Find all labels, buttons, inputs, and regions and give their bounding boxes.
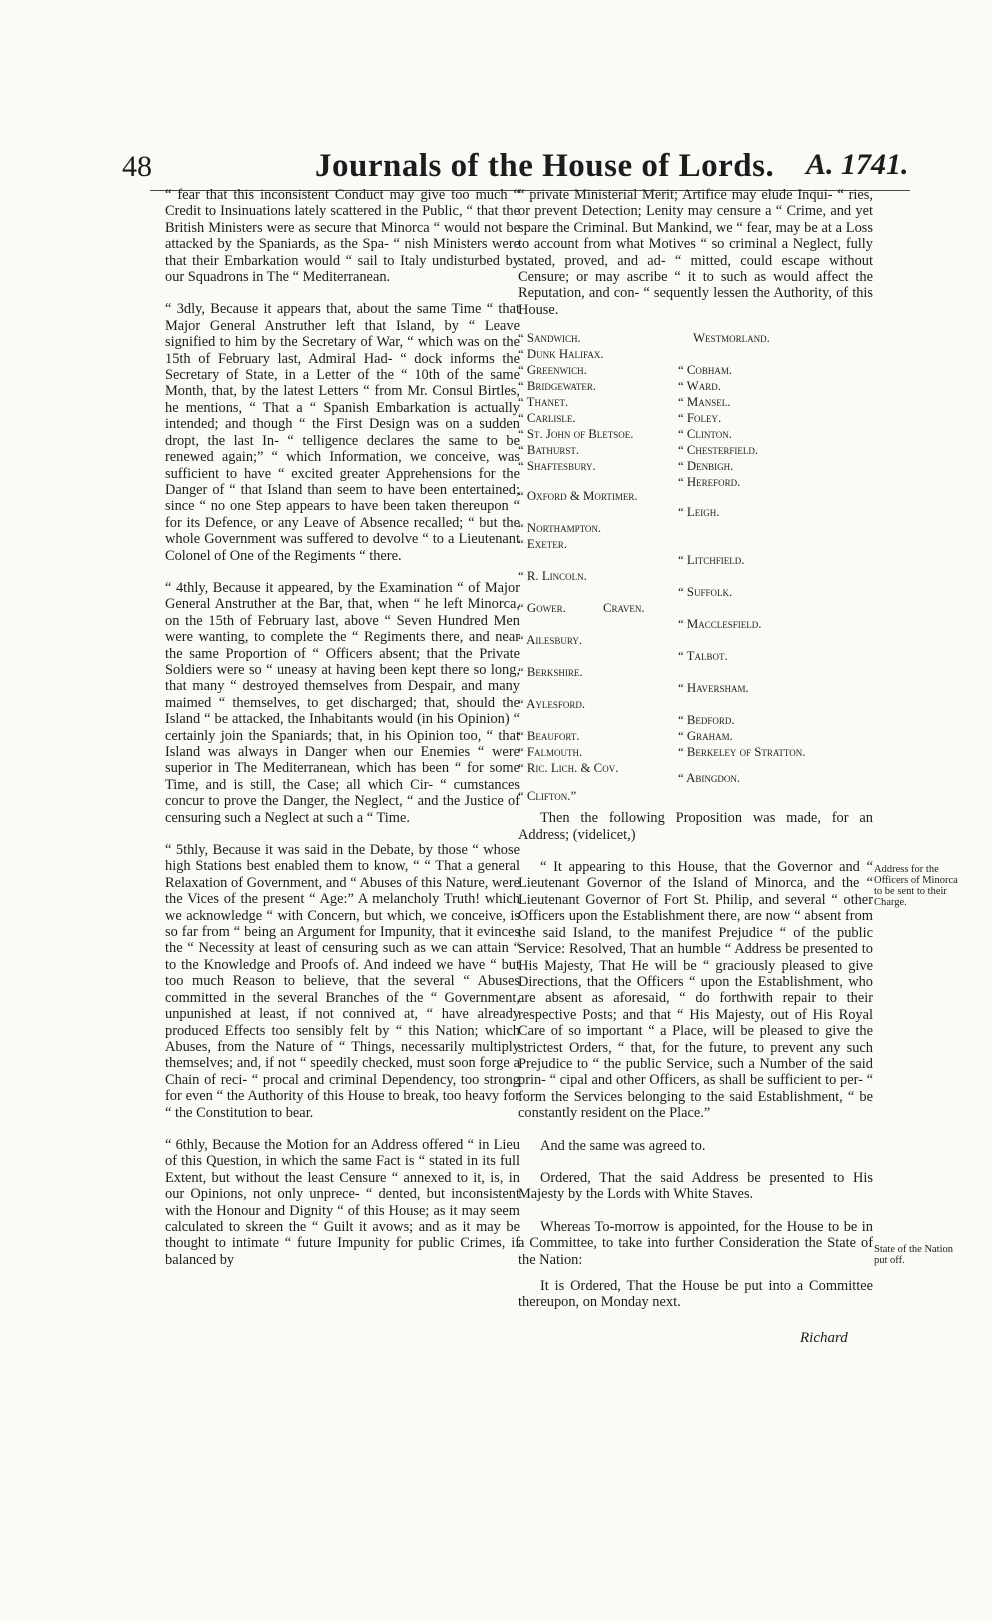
signature: “ Clifton.” xyxy=(518,789,577,804)
signature: “ Oxford & Mortimer. xyxy=(518,489,638,504)
proposition-intro: Then the following Proposition was made, for an Address; (videlicet,) xyxy=(518,810,873,843)
signature: “ Chesterfield. xyxy=(678,443,759,458)
signature: “ Sandwich. xyxy=(518,331,581,346)
signature: “ Talbot. xyxy=(678,649,728,664)
signature: “ Falmouth. xyxy=(518,745,583,760)
agreement-note: And the same was agreed to. xyxy=(540,1137,706,1154)
signature: “ St. John of Bletsoe. xyxy=(518,427,634,442)
running-title: Journals of the House of Lords. xyxy=(315,148,775,184)
signature: “ Exeter. xyxy=(518,537,567,552)
signature: “ Northampton. xyxy=(518,521,602,536)
signature: “ Clinton. xyxy=(678,427,732,442)
protest-paragraph-6thly: “ 6thly, Because the Motion for an Address offered “ in Lieu of this Question, in which the same Fact is “ stated in its full Extent, but without the least Censure “ annexed to it, is, in our Opinions, not only unprece- “ dented, but inconsistent with the Honour and Dignity “ of this House; as it may seem calculated to skreen the “ Guilt it avows; and as it may be thought to intimate “ future Impunity for public Crimes, if balanced by xyxy=(165,1136,520,1268)
left-column xyxy=(165,187,520,1268)
year-heading: A. 1741. xyxy=(806,148,909,181)
signature-list xyxy=(518,330,873,804)
address-proposition: “ It appearing to this House, that the Governor and “ Lieutenant Governor of the Island of Minorca, and the “ Lieutenant Governor of Fort St. Philip, and several “ other Officers upon the Establishment there, are now “ absent from the said Island, to the manifest Prejudice “ of the public Service: Resolved, That an humble “ Address be presented to His Majesty, That He will be “ graciously pleased to give Directions, that the Officers “ upon the Establishment, who are absent as aforesaid, “ do forthwith repair to their respective Posts; and that “ His Majesty, out of His Royal Care of so important “ a Place, will be pleased to give the strictest Orders, “ that, for the future, to prevent any such Prejudice to “ the public Service, such a Number of the said prin- “ cipal and other Officers, as shall be sufficient to per- “ form the Services belonging to the said Establishment, “ be constantly resident on the Place.” xyxy=(518,859,873,1122)
signature: “ Cobham. xyxy=(678,363,733,378)
signature: “ Berkshire. xyxy=(518,665,583,680)
order-address: Ordered, That the said Address be presented to His Majesty by the Lords with White Staves. xyxy=(518,1169,873,1203)
signature: “ Bathurst. xyxy=(518,443,580,458)
signature: “ Abingdon. xyxy=(678,771,741,786)
catchword: Richard xyxy=(800,1330,848,1346)
signature: “ Thanet. xyxy=(518,395,569,410)
protest-paragraph-3dly: “ 3dly, Because it appears that, about the same Time “ that Major General Anstruther left that Island, by “ Leave signified to him by the Secretary of War, “ which was on the 15th of February last, Admiral Had- “ dock informs the Secretary of State, in a Letter of the “ 10th of the same Month, that, by the latest Letters “ from Mr. Consul Birtles, he mentions, “ That a “ Spanish Embarkation is actually intended; and though “ the First Design was on a sudden dropt, the last In- “ telligence declares the same to be renewed again;” “ which Information, we conceive, was sufficient to have “ excited greater Apprehensions for the Danger of “ that Island than seem to have been entertained; since “ no one Step appears to have been taken thereupon “ for its Defence, or any Leave of Absence recalled; “ but the whole Government was suffered to devolve “ to a Lieutenant Colonel of One of the Regiments “ there. xyxy=(165,301,520,564)
committee-notice: Whereas To-morrow is appointed, for the House to be in a Committee, to take into further Consideration the State of the Nation: xyxy=(518,1218,873,1268)
signature: “ R. Lincoln. xyxy=(518,569,587,584)
signature: “ Dunk Halifax. xyxy=(518,347,604,362)
signature: “ Berkeley of Stratton. xyxy=(678,745,806,760)
page-number: 48 xyxy=(122,150,152,183)
signature: “ Bedford. xyxy=(678,713,735,728)
signature: “ Hereford. xyxy=(678,475,741,490)
signature: “ Suffolk. xyxy=(678,585,733,600)
signature: “ Beaufort. xyxy=(518,729,580,744)
signature: “ Litchfield. xyxy=(678,553,745,568)
protest-paragraph-conclusion: “ private Ministerial Merit; Artifice may elude Inqui- “ ries, or prevent Detection; Lenity may censure a “ Crime, and yet spare the Criminal. But Mankind, we “ fear, may be at a Loss to account from what Motives “ so criminal a Neglect, fully stated, proved, and ad- “ mitted, could escape without Censure; or may ascribe “ it to such as would affect the Reputation, and con- “ sequently lessen the Authority, of this House. xyxy=(518,187,873,318)
signature: “ Mansel. xyxy=(678,395,731,410)
signature: “ Aylesford. xyxy=(518,697,586,712)
signature: “ Carlisle. xyxy=(518,411,576,426)
signature: Craven. xyxy=(603,601,645,616)
signature: “ Greenwich. xyxy=(518,363,587,378)
signature: “ Denbigh. xyxy=(678,459,734,474)
signature: “ Ailesbury. xyxy=(518,633,583,648)
margin-note-state-of-nation: State of the Nation put off. xyxy=(874,1244,954,1266)
signature: “ Leigh. xyxy=(678,505,720,520)
signature: “ Bridgewater. xyxy=(518,379,597,394)
signature: “ Macclesfield. xyxy=(678,617,762,632)
signature: Westmorland. xyxy=(693,331,770,346)
signature: “ Ward. xyxy=(678,379,721,394)
signature: “ Shaftesbury. xyxy=(518,459,596,474)
right-column xyxy=(518,187,873,1311)
signature: “ Ric. Lich. & Cov. xyxy=(518,761,619,776)
protest-paragraph-continued: “ fear that this inconsistent Conduct may give too much “ Credit to Insinuations lately scattered in the Public, “ that the British Ministers were as secure that Minorca “ would not be attacked by the Spaniards, as the Spa- “ nish Ministers were that their Embarkation would “ sail to Italy undisturbed by our Squadrons in The “ Mediterranean. xyxy=(165,187,520,286)
committee-order: It is Ordered, That the House be put into a Committee thereupon, on Monday next. xyxy=(518,1278,873,1311)
signature: “ Gower. xyxy=(518,601,566,616)
signature: “ Graham. xyxy=(678,729,733,744)
margin-note-address: Address for the Officers of Minorca to be sent to their Charge. xyxy=(874,864,958,908)
protest-paragraph-4thly: “ 4thly, Because it appeared, by the Examination “ of Major General Anstruther at the Bar, that, when “ he left Minorca, on the 15th of February last, above “ Seven Hundred Men were wanting, to complete the “ Regiments there, and near the same Proportion of “ Officers absent; that the Private Soldiers were so “ uneasy at having been kept there so long, that many “ destroyed themselves from Despair, and many maimed “ themselves, to get discharged; that, should the Island “ be attacked, the Inhabitants would (in his Opinion) “ certainly join the Spaniards; that, in his Opinion too, “ that Island was always in Danger when our Enemies “ were superior in The Mediterranean, which has been “ for some Time, and is still, the Case; all which Cir- “ cumstances concur to prove the Danger, the Neglect, “ and the Justice of censuring such a Neglect at such a “ Time. xyxy=(165,579,520,826)
signature: “ Foley. xyxy=(678,411,722,426)
protest-paragraph-5thly: “ 5thly, Because it was said in the Debate, by those “ whose high Stations best enabled them to know, “ “ That a general Relaxation of Government, and “ Abuses of this Nature, were the Vices of the present “ Age:” A melancholy Truth! which we acknowledge “ with Concern, but which, we conceive, is so far from “ being an Argument for Impunity, that it evinces the “ Necessity at least of censuring such as we can attain “ to the Knowledge and Proofs of. And indeed we have “ but too much Reason to believe, that the several “ Abuses committed in the several Branches of the “ Government, unpunished at least, if not connived at, “ have already produced Effects too sensibly felt by “ this Nation; which Abuses, from the Nature of “ Things, necessarily multiply themselves; and, if not “ speedily checked, must soon forge a Chain of reci- “ procal and criminal Dependency, too strong for even “ the Authority of this House to break, too heavy for “ the Constitution to bear. xyxy=(165,842,520,1121)
signature: “ Haversham. xyxy=(678,681,749,696)
